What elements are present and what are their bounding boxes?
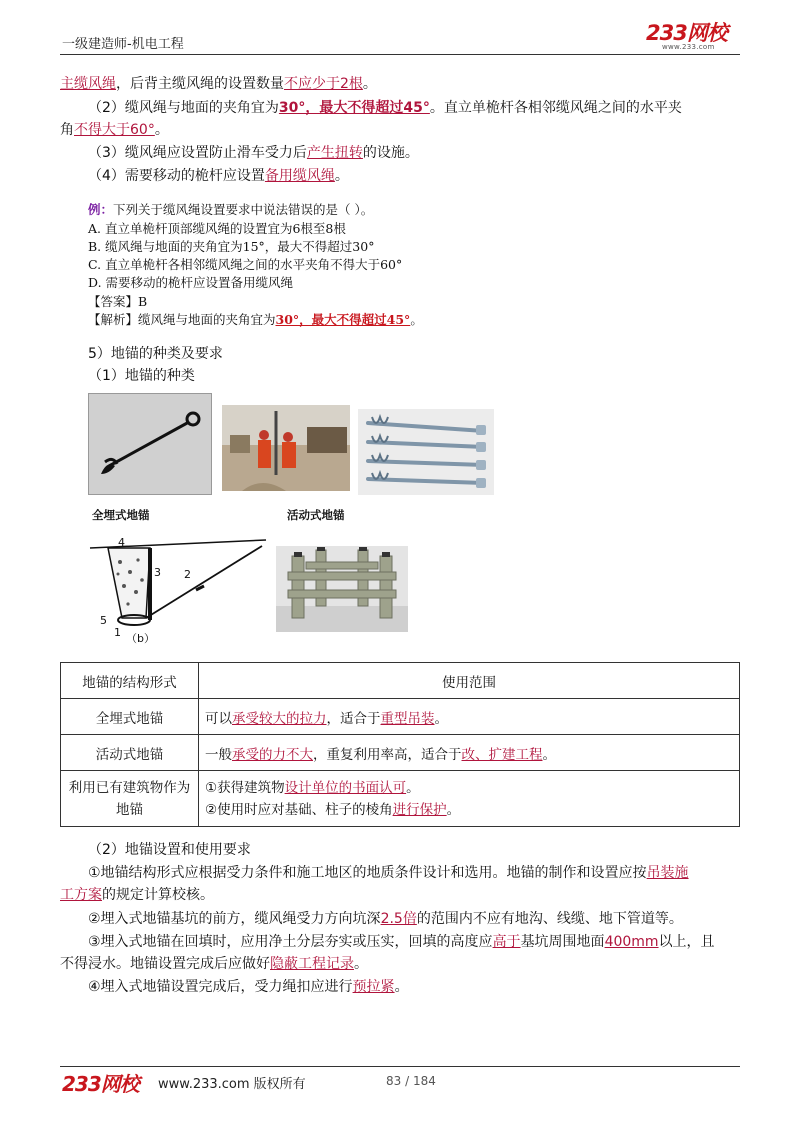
paragraph-angle: （2）缆风绳与地面的夹角宜为30°，最大不得超过45°。直立单桅杆各相邻缆风绳之间的水平夹 bbox=[88, 100, 682, 116]
screw-anchors-drawing bbox=[358, 409, 494, 495]
diagram-label-3: 3 bbox=[154, 566, 161, 579]
example-analysis: 【解析】缆风绳与地面的夹角宜为30°，最大不得超过45°。 bbox=[88, 312, 423, 327]
table-cell-scope: 一般承受的力不大，重复利用率高，适合于改、扩建工程。 bbox=[199, 735, 740, 771]
table-header-row bbox=[61, 663, 740, 699]
requirement-3-cont: 不得浸水。地锚设置完成后应做好隐蔽工程记录。 bbox=[60, 956, 368, 972]
footer-logo: 233网校 bbox=[62, 1072, 139, 1096]
caption-full-buried: 全埋式地锚 bbox=[92, 508, 150, 522]
example-question: 例：下列关于缆风绳设置要求中说法错误的是（ ）。 bbox=[88, 202, 374, 217]
diagram-label-4: 4 bbox=[118, 536, 125, 549]
table-cell-type: 活动式地锚 bbox=[61, 735, 199, 771]
footer-copyright: www.233.com 版权所有 bbox=[158, 1077, 306, 1092]
workers-photo-drawing bbox=[222, 405, 350, 491]
example-option-c: C. 直立单桅杆各相邻缆风绳之间的水平夹角不得大于60° bbox=[88, 257, 403, 272]
table-cell-scope: ①获得建筑物设计单位的书面认可。 ②使用时应对基础、柱子的棱角进行保护。 bbox=[199, 771, 740, 827]
example-option-b: B. 缆风绳与地面的夹角宜为15°，最大不得超过30° bbox=[88, 239, 375, 254]
workers-photo bbox=[222, 405, 350, 491]
requirement-4: ④埋入式地锚设置完成后，受力绳扣应进行预拉紧。 bbox=[88, 979, 409, 995]
brand-logo bbox=[646, 22, 746, 52]
caption-movable: 活动式地锚 bbox=[287, 508, 345, 522]
page-number: 83 / 184 bbox=[386, 1074, 436, 1088]
diagram-label-1: 1 bbox=[114, 626, 121, 639]
logo-url: www.233.com bbox=[662, 43, 715, 51]
table-header-scope: 使用范围 bbox=[199, 663, 740, 699]
section-anchor-types: 5）地锚的种类及要求 bbox=[88, 346, 223, 362]
diagram-label-2: 2 bbox=[184, 568, 191, 581]
requirement-1-cont: 工方案的规定计算校核。 bbox=[60, 887, 214, 903]
example-option-d: D. 需要移动的桅杆应设置备用缆风绳 bbox=[88, 275, 294, 290]
table-row bbox=[61, 735, 740, 771]
requirement-2: ②埋入式地锚基坑的前方，缆风绳受力方向坑深2.5倍的范围内不应有地沟、线缆、地下管道等。 bbox=[88, 911, 683, 927]
table-row bbox=[61, 699, 740, 735]
logo-text: 233网校 bbox=[646, 21, 727, 45]
screw-anchors-photo bbox=[358, 409, 494, 495]
header-divider bbox=[60, 54, 740, 55]
footer-divider bbox=[60, 1066, 740, 1067]
subsection-anchor-types: （1）地锚的种类 bbox=[88, 368, 195, 384]
movable-anchor-photo bbox=[276, 546, 408, 632]
table-header-type: 地锚的结构形式 bbox=[61, 663, 199, 699]
movable-anchor-drawing bbox=[276, 546, 408, 632]
table-row bbox=[61, 771, 740, 827]
requirement-3: ③埋入式地锚在回填时，应用净土分层夯实或压实，回填的高度应高于基坑周围地面400mm以上，且 bbox=[88, 934, 715, 950]
table-cell-scope: 可以承受较大的拉力，适合于重型吊装。 bbox=[199, 699, 740, 735]
paragraph-twist: （3）缆风绳应设置防止滑车受力后产生扭转的设施。 bbox=[88, 145, 419, 161]
paragraph-angle-cont: 角不得大于60°。 bbox=[60, 122, 169, 138]
example-answer: 【答案】B bbox=[88, 294, 148, 309]
paragraph-spare-guy: （4）需要移动的桅杆应设置备用缆风绳。 bbox=[88, 168, 349, 184]
anchor-rod-image bbox=[88, 393, 212, 495]
table-cell-type: 利用已有建筑物作为地锚 bbox=[61, 771, 199, 827]
anchor-rod-drawing bbox=[89, 394, 211, 494]
document-header-title: 一级建造师-机电工程 bbox=[62, 37, 184, 52]
table-cell-type: 全埋式地锚 bbox=[61, 699, 199, 735]
example-option-a: A. 直立单桅杆顶部缆风绳的设置宜为6根至8根 bbox=[88, 221, 346, 236]
paragraph-main-guy: 主缆风绳，后背主缆风绳的设置数量不应少于2根。 bbox=[60, 76, 377, 92]
requirement-1: ①地锚结构形式应根据受力条件和施工地区的地质条件设计和选用。地锚的制作和设置应按吊装施 bbox=[88, 865, 689, 881]
subsection-anchor-requirements: （2）地锚设置和使用要求 bbox=[88, 842, 251, 858]
diagram-label-5: 5 bbox=[100, 614, 107, 627]
diagram-caption-b: （b） bbox=[126, 632, 155, 645]
anchor-cross-section-diagram bbox=[86, 532, 276, 644]
anchor-structure-table bbox=[60, 662, 740, 827]
